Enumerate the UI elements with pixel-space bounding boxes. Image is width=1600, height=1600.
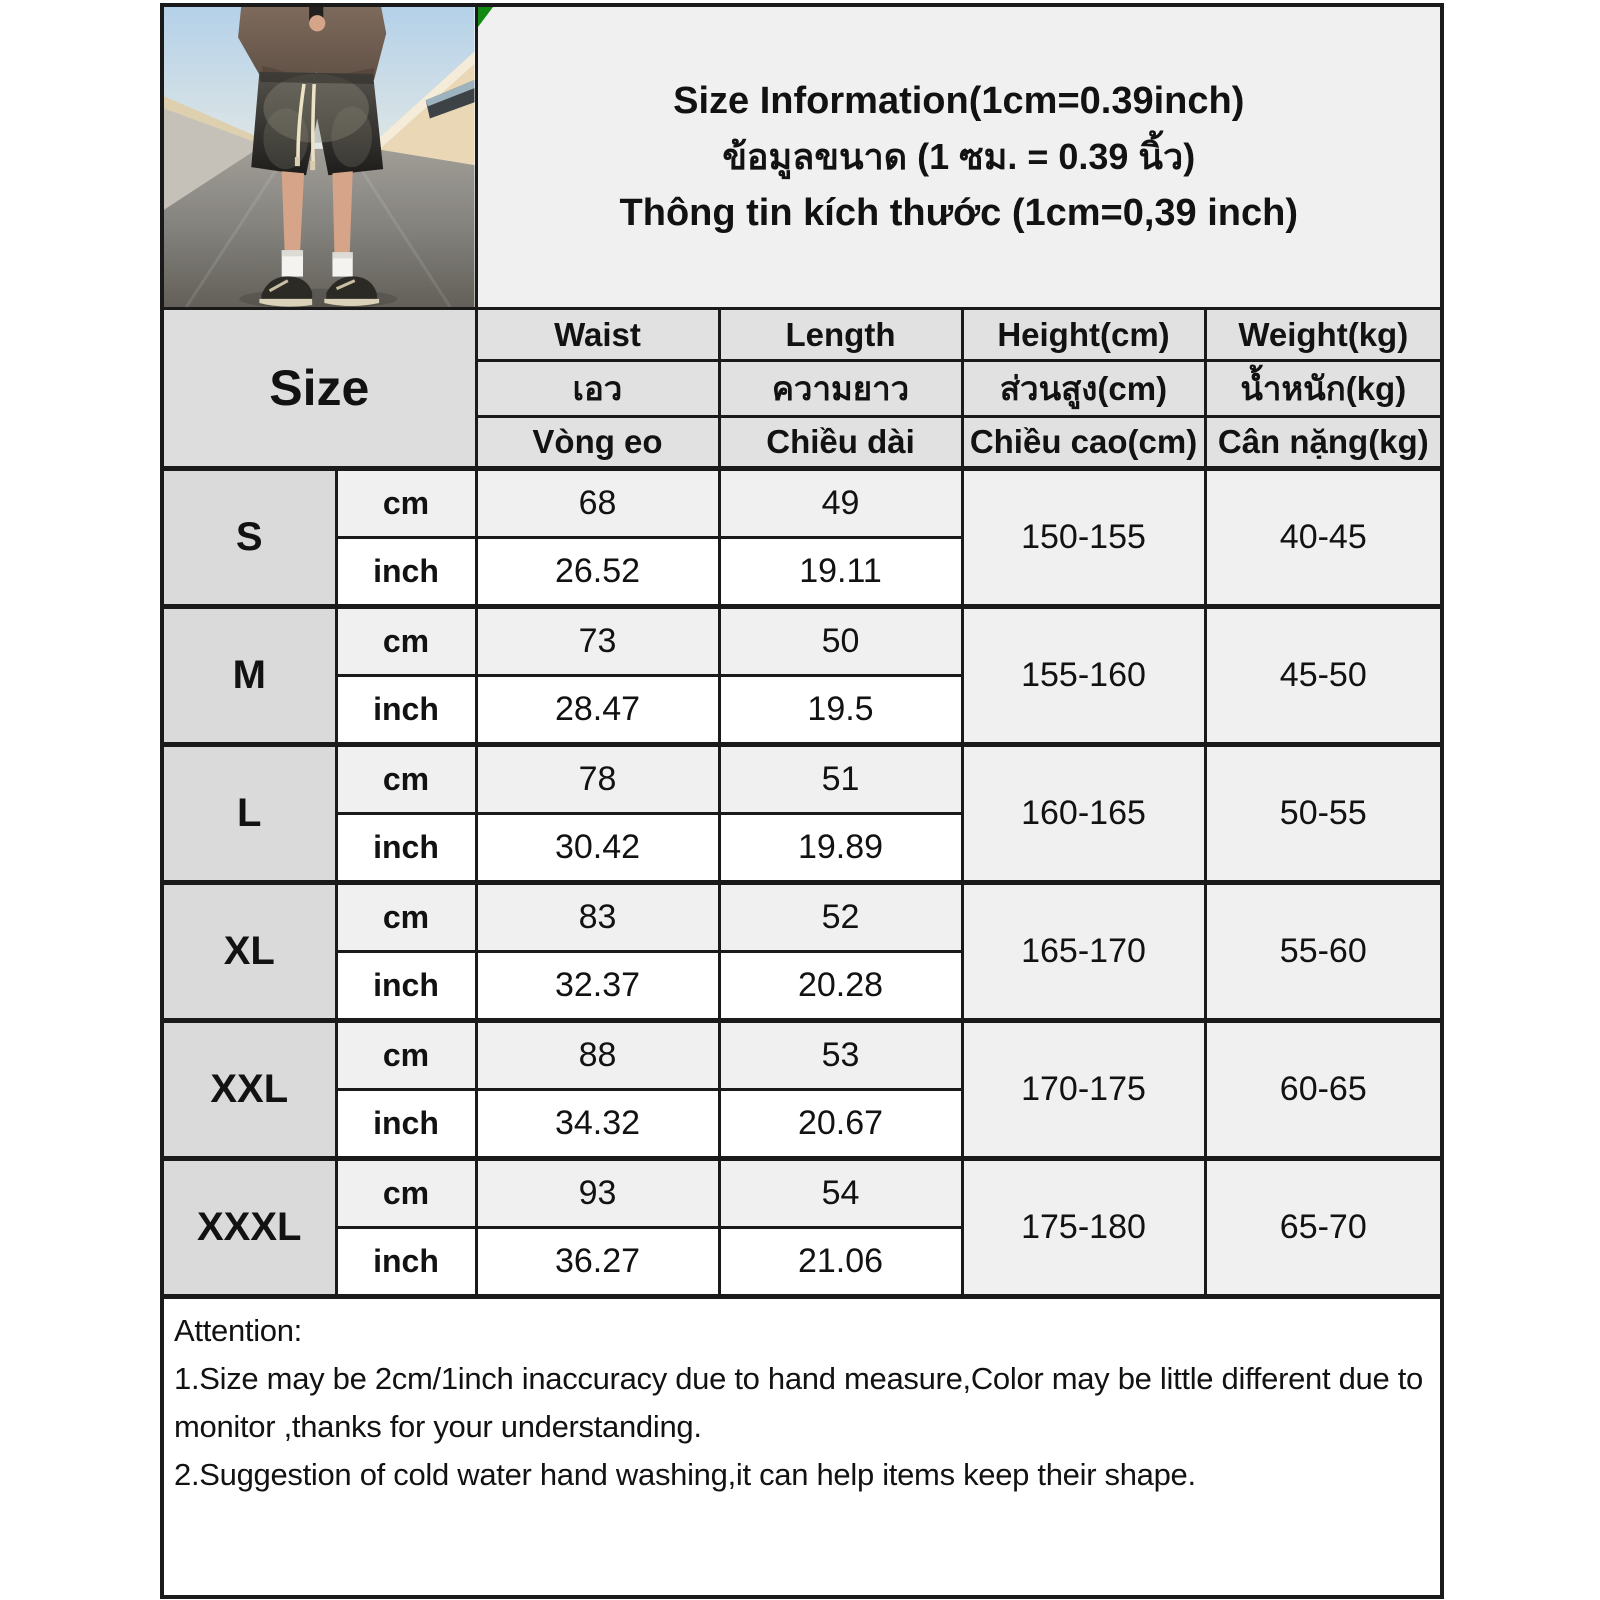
l-weight-range: 50-55 (1205, 745, 1442, 883)
xxxl-length-cm: 54 (719, 1159, 962, 1228)
attention-item-1: 1.Size may be 2cm/1inch inaccuracy due to hand measure,Color may be little different due to monitor ,thanks for your understanding. (174, 1361, 1423, 1444)
header-weight-vi: Cân nặng(kg) (1205, 417, 1442, 469)
xxl-height-range: 170-175 (962, 1021, 1205, 1159)
xl-weight-range: 55-60 (1205, 883, 1442, 1021)
xl-height-range: 165-170 (962, 883, 1205, 1021)
m-weight-range: 45-50 (1205, 607, 1442, 745)
unit-cm: cm (336, 745, 476, 814)
header-length-en: Length (719, 309, 962, 361)
attention-heading: Attention: (174, 1313, 302, 1348)
header-height-th: ส่วนสูง(cm) (962, 361, 1205, 417)
xl-length-cm: 52 (719, 883, 962, 952)
unit-inch: inch (336, 538, 476, 607)
unit-cm: cm (336, 469, 476, 538)
header-height-en: Height(cm) (962, 309, 1205, 361)
size-chart-sheet (160, 3, 1444, 1599)
l-length-cm: 51 (719, 745, 962, 814)
size-label-m: M (162, 607, 336, 745)
product-photo (164, 7, 475, 307)
xxxl-waist-inch: 36.27 (476, 1228, 719, 1297)
s-height-range: 150-155 (962, 469, 1205, 607)
header-size: Size (162, 309, 476, 469)
s-length-inch: 19.11 (719, 538, 962, 607)
header-weight-th: น้ำหนัก(kg) (1205, 361, 1442, 417)
attention-item-2: 2.Suggestion of cold water hand washing,it can help items keep their shape. (174, 1457, 1196, 1492)
product-photo-cell (162, 5, 476, 309)
unit-inch: inch (336, 676, 476, 745)
xl-waist-cm: 83 (476, 883, 719, 952)
unit-cm: cm (336, 1021, 476, 1090)
xxl-waist-inch: 34.32 (476, 1090, 719, 1159)
m-waist-inch: 28.47 (476, 676, 719, 745)
xxl-length-cm: 53 (719, 1021, 962, 1090)
m-length-inch: 19.5 (719, 676, 962, 745)
xl-waist-inch: 32.37 (476, 952, 719, 1021)
attention-section (162, 1297, 1442, 1597)
header-waist-th: เอว (476, 361, 719, 417)
l-length-inch: 19.89 (719, 814, 962, 883)
xxxl-height-range: 175-180 (962, 1159, 1205, 1297)
xxxl-waist-cm: 93 (476, 1159, 719, 1228)
header-waist-en: Waist (476, 309, 719, 361)
title-cell (476, 5, 1442, 309)
size-label-xxxl: XXXL (162, 1159, 336, 1297)
size-table (160, 3, 1444, 1599)
header-length-th: ความยาว (719, 361, 962, 417)
l-waist-inch: 30.42 (476, 814, 719, 883)
s-waist-cm: 68 (476, 469, 719, 538)
s-length-cm: 49 (719, 469, 962, 538)
xxxl-weight-range: 65-70 (1205, 1159, 1442, 1297)
size-label-s: S (162, 469, 336, 607)
header-height-vi: Chiều cao(cm) (962, 417, 1205, 469)
unit-inch: inch (336, 1228, 476, 1297)
header-weight-en: Weight(kg) (1205, 309, 1442, 361)
unit-inch: inch (336, 952, 476, 1021)
unit-cm: cm (336, 1159, 476, 1228)
m-height-range: 155-160 (962, 607, 1205, 745)
header-waist-vi: Vòng eo (476, 417, 719, 469)
size-label-l: L (162, 745, 336, 883)
green-corner-marker-icon (476, 7, 493, 39)
xxl-weight-range: 60-65 (1205, 1021, 1442, 1159)
size-label-xxl: XXL (162, 1021, 336, 1159)
l-waist-cm: 78 (476, 745, 719, 814)
title-english: Size Information(1cm=0.39inch) (673, 80, 1245, 122)
title-thai: ข้อมูลขนาด (1 ซม. = 0.39 นิ้ว) (722, 136, 1196, 177)
title-vietnamese: Thông tin kích thước (1cm=0,39 inch) (619, 192, 1299, 234)
header-length-vi: Chiều dài (719, 417, 962, 469)
xxl-waist-cm: 88 (476, 1021, 719, 1090)
m-waist-cm: 73 (476, 607, 719, 676)
unit-cm: cm (336, 883, 476, 952)
xxl-length-inch: 20.67 (719, 1090, 962, 1159)
l-height-range: 160-165 (962, 745, 1205, 883)
s-waist-inch: 26.52 (476, 538, 719, 607)
xxxl-length-inch: 21.06 (719, 1228, 962, 1297)
s-weight-range: 40-45 (1205, 469, 1442, 607)
size-label-xl: XL (162, 883, 336, 1021)
xl-length-inch: 20.28 (719, 952, 962, 1021)
unit-inch: inch (336, 1090, 476, 1159)
unit-inch: inch (336, 814, 476, 883)
m-length-cm: 50 (719, 607, 962, 676)
unit-cm: cm (336, 607, 476, 676)
